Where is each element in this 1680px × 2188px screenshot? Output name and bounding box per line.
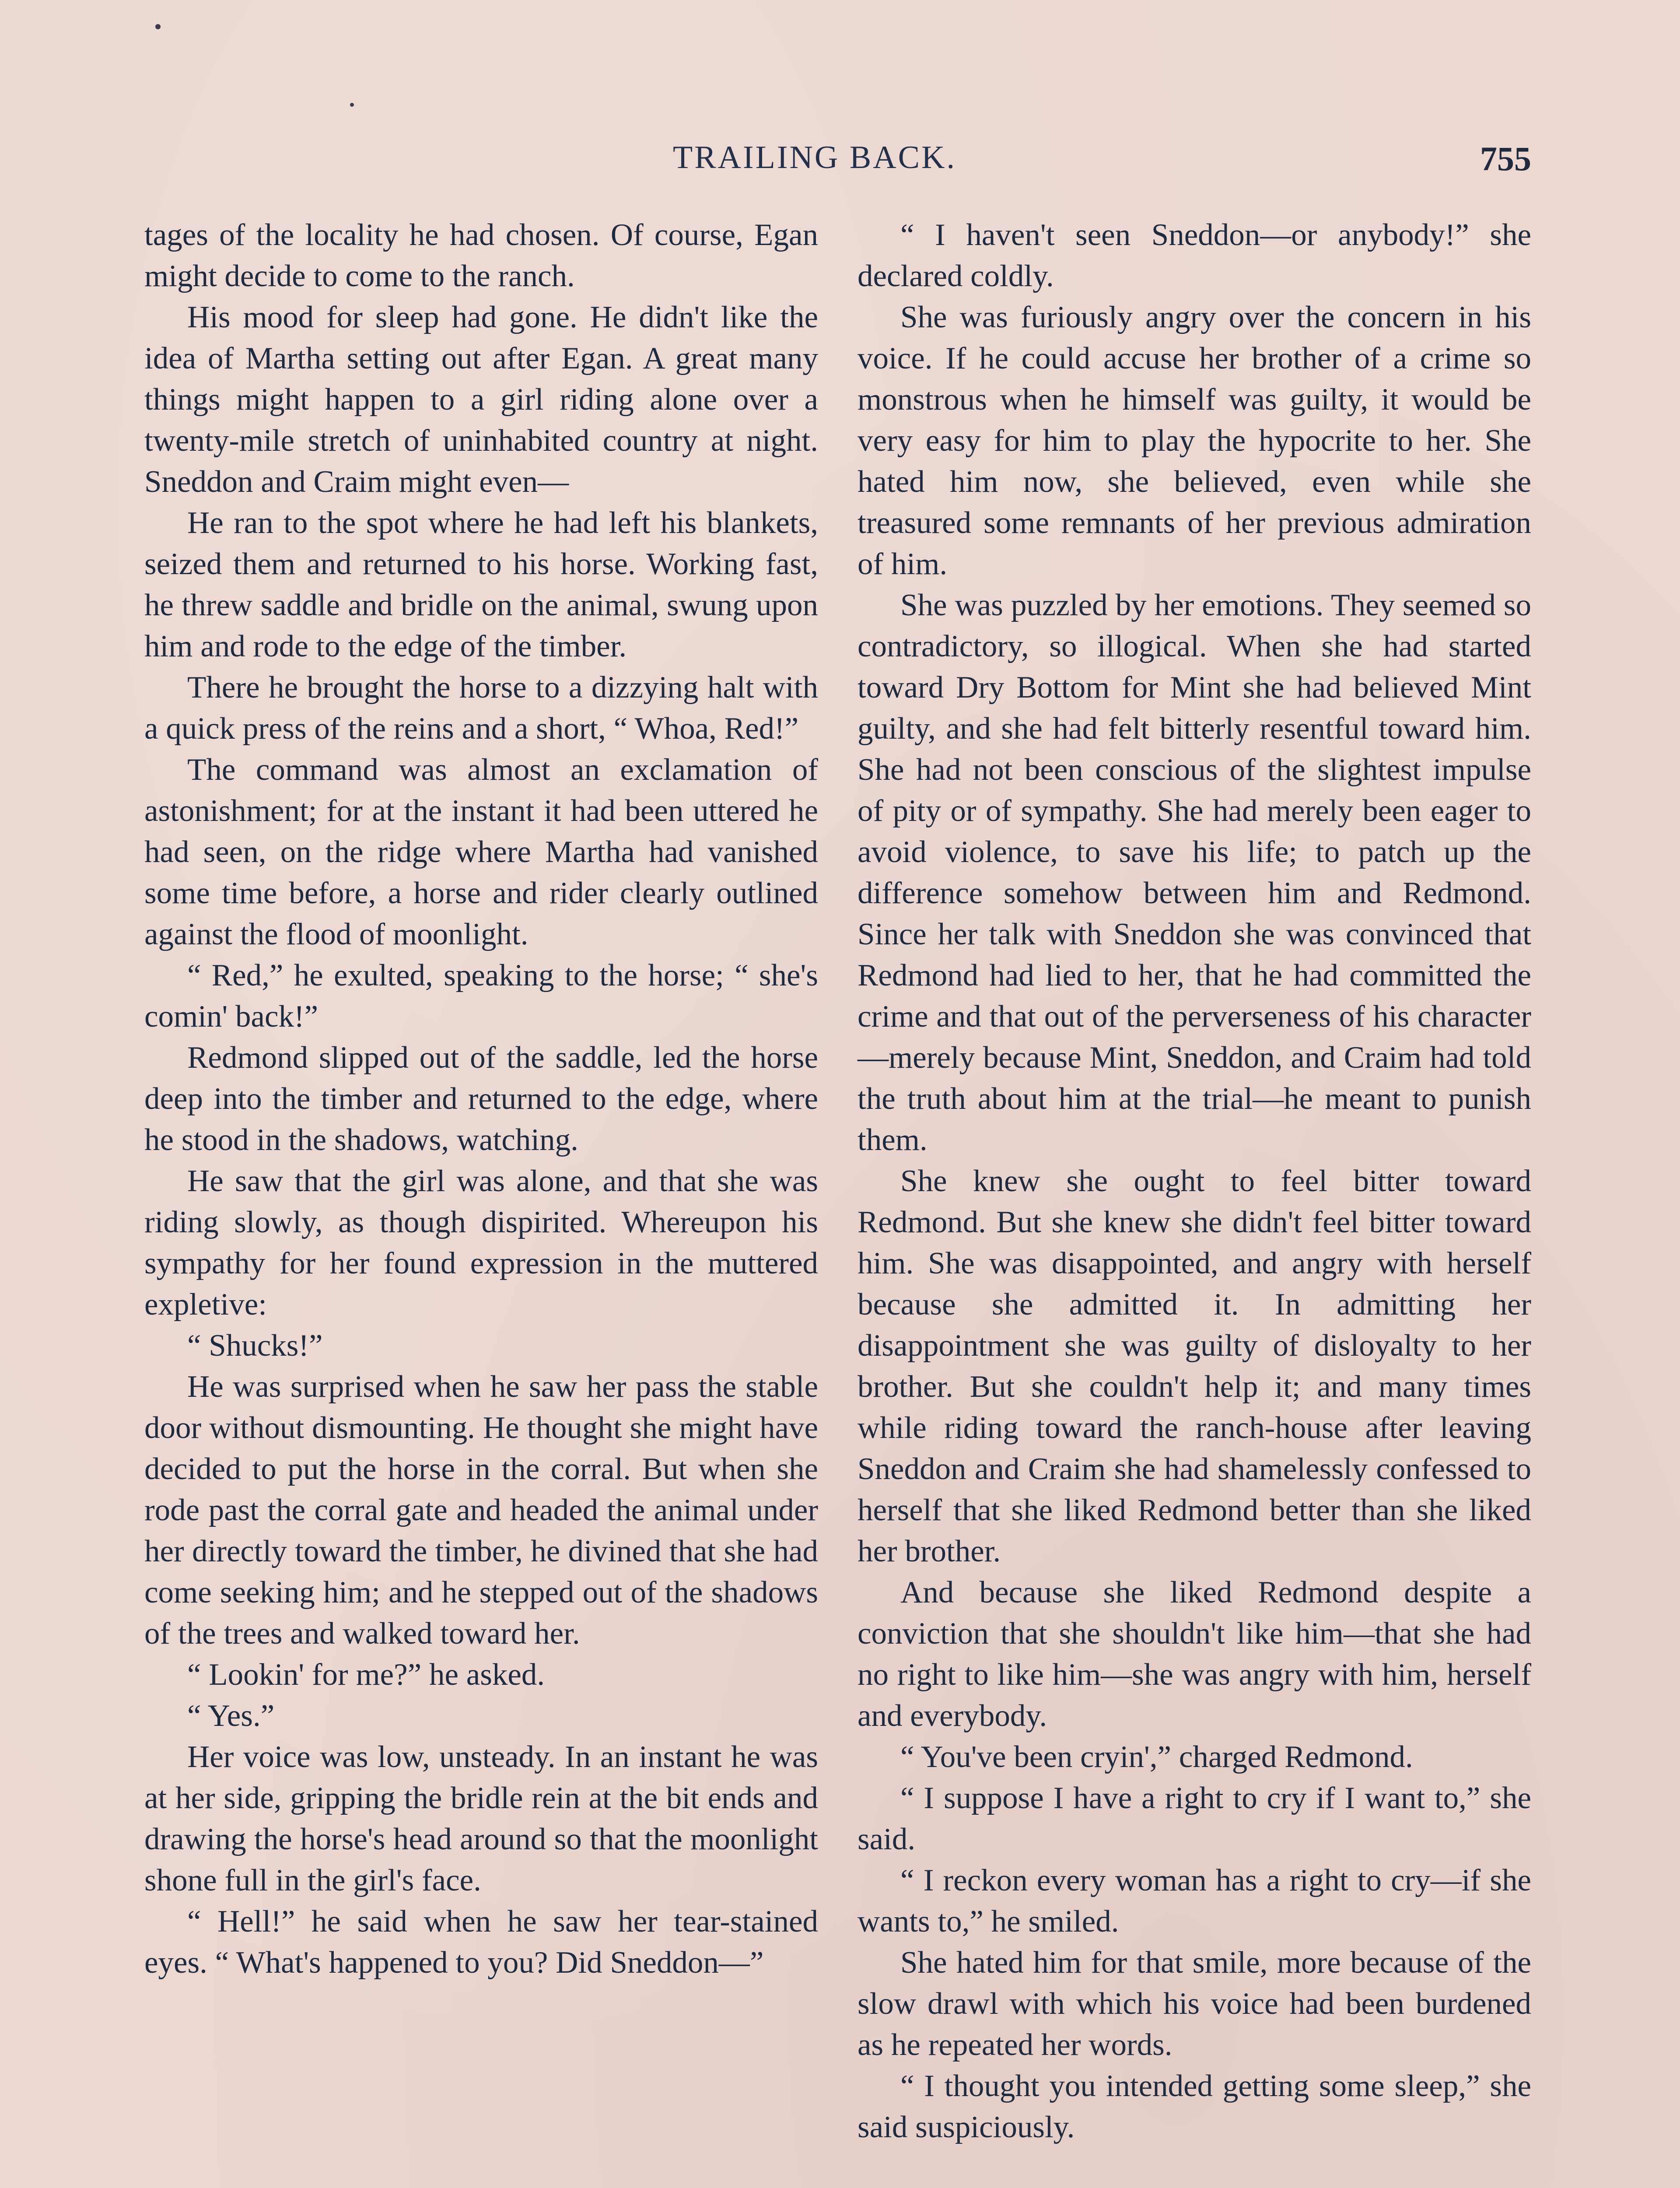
paragraph: The command was almost an exclamation of astonishment; for at the instant it had been uttered he had seen, on the ridge where Martha had vanished some time before, a horse and rider clearly outlined against the flood of moonlight. [144, 753, 818, 951]
paragraph: She was furiously angry over the concern in his voice. If he could accuse her brother of a crime so monstrous when he himself was guilty, it would be very easy for him to play the hypocrite to her. She hated him now, she believed, even while she treasured some remnants of her previous admiration of him. [858, 300, 1531, 581]
paragraph: His mood for sleep had gone. He didn't like the idea of Martha setting out after Egan. A great many things might happen to a girl riding alone over a twenty-mile stretch of uninhabited country at night. Sneddon and Craim might even— [144, 300, 818, 499]
paragraph: “ I reckon every woman has a right to cry—if she wants to,” he smiled. [858, 1863, 1531, 1939]
ink-speck [350, 103, 354, 107]
paragraph: And because she liked Redmond despite a conviction that she shouldn't like him—that she had no right to like him—she was angry with him, herself and everybody. [858, 1575, 1531, 1733]
left-column [144, 214, 818, 1983]
paragraph: He was surprised when he saw her pass the stable door without dismounting. He thought she might have decided to put the horse in the corral. But when she rode past the corral gate and headed the animal under her directly toward the timber, he divined that she had come seeking him; and he stepped out of the shadows of the trees and walked toward her. [144, 1370, 818, 1651]
paragraph: “ Hell!” he said when he saw her tear-stained eyes. “ What's happened to you? Did Sneddon—” [144, 1904, 818, 1980]
paragraph: “ I thought you intended getting some sleep,” she said suspiciously. [858, 2069, 1531, 2144]
paragraph: Her voice was low, unsteady. In an instant he was at her side, gripping the bridle rein at the bit ends and drawing the horse's head around so that the moonlight shone full in the girl's face. [144, 1740, 818, 1897]
paragraph: tages of the locality he had chosen. Of course, Egan might decide to come to the ranch. [144, 218, 818, 293]
paragraph: “ You've been cryin',” charged Redmond. [900, 1740, 1413, 1774]
paragraph: He ran to the spot where he had left his blankets, seized them and returned to his horse. Working fast, he threw saddle and bridle on the animal, swung upon him and rode to the edge of the timber. [144, 506, 818, 663]
paragraph: She knew she ought to feel bitter toward Redmond. But she knew she didn't feel bitter toward him. She was disappointed, and angry with herself because she admitted it. In admitting her disappointment she was guilty of disloyalty to her brother. But she couldn't help it; and many times while riding toward the ranch-house after leaving Sneddon and Craim she had shamelessly confessed to herself that she liked Redmond better than she liked her brother. [858, 1164, 1531, 1568]
right-column [858, 214, 1531, 2148]
paragraph: He saw that the girl was alone, and that she was riding slowly, as though dispirited. Whereupon his sympathy for her found expression in the muttered expletive: [144, 1164, 818, 1322]
paragraph: Redmond slipped out of the saddle, led the horse deep into the timber and returned to the edge, where he stood in the shadows, watching. [144, 1041, 818, 1157]
paragraph: She was puzzled by her emotions. They seemed so contradictory, so illogical. When she had started toward Dry Bottom for Mint she had believed Mint guilty, and she had felt bitterly resentful toward him. She had not been conscious of the slightest impulse of pity or of sympathy. She had merely been eager to avoid violence, to save his life; to patch up the difference somehow between him and Redmond. Since her talk with Sneddon she was convinced that Redmond had lied to her, that he had committed the crime and that out of the perverseness of his character—merely because Mint, Sneddon, and Craim had told the truth about him at the trial—he meant to punish them. [858, 588, 1531, 1157]
paragraph: “ Shucks!” [187, 1329, 323, 1363]
paragraph: “ Lookin' for me?” he asked. [187, 1658, 545, 1692]
paragraph: There he brought the horse to a dizzying halt with a quick press of the reins and a short, “ Whoa, Red!” [144, 670, 818, 746]
paragraph: “ I suppose I have a right to cry if I want to,” she said. [858, 1781, 1531, 1856]
paragraph: “ Red,” he exulted, speaking to the horse; “ she's comin' back!” [144, 958, 818, 1034]
page-number: 755 [1480, 140, 1531, 178]
paragraph: “ I haven't seen Sneddon—or anybody!” she declared coldly. [858, 218, 1531, 293]
page-header [0, 139, 1680, 187]
paragraph: “ Yes.” [187, 1699, 275, 1733]
ink-speck [155, 24, 161, 29]
paragraph: She hated him for that smile, more because of the slow drawl with which his voice had been burdened as he repeated her words. [858, 1946, 1531, 2062]
running-title: TRAILING BACK. [673, 140, 956, 175]
